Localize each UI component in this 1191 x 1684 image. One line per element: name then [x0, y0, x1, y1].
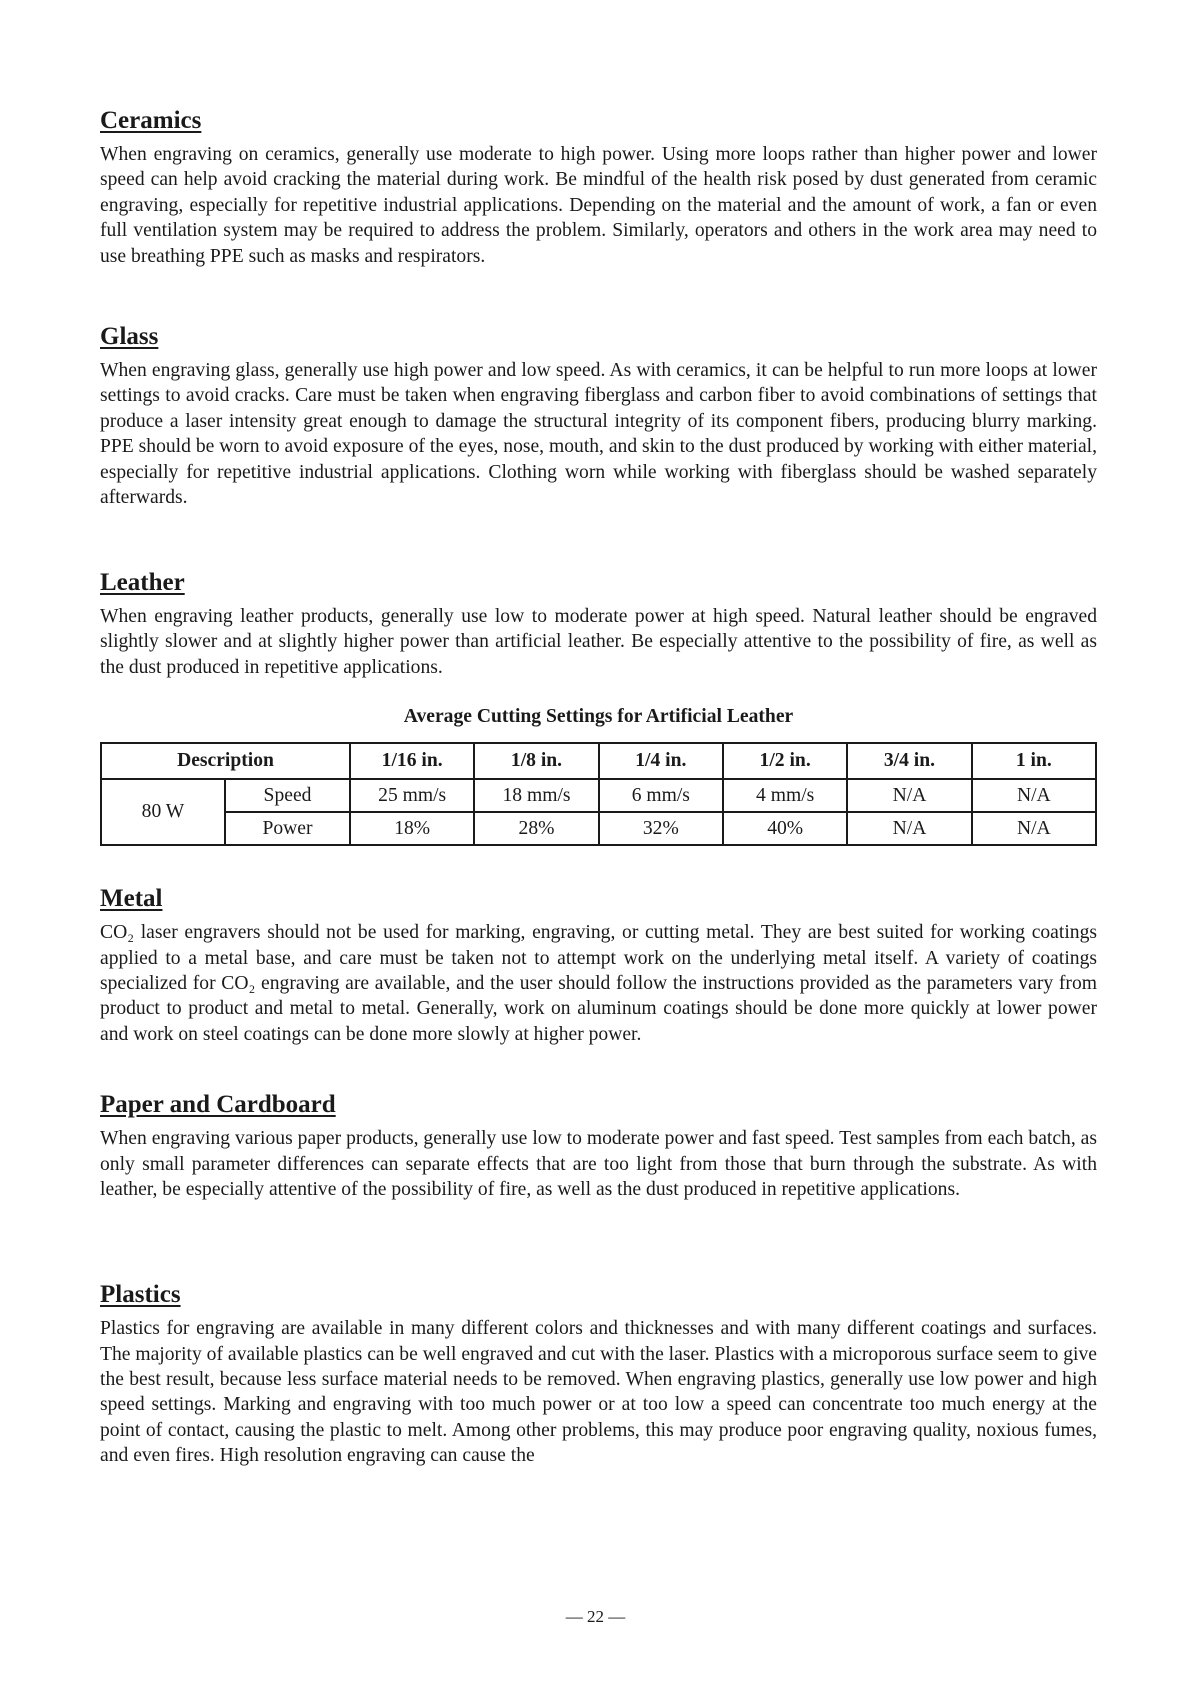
paragraph-plastics: Plastics for engraving are available in many different colors and thicknesses and with many different coatings and surfaces. The majority of available plastics can be well engraved and cut with the laser. Plastics with a microporous surface seem to give the best result, because less surface material needs to be removed. When engraving plastics, generally use low power and high speed settings. Marking and engraving with too much power or at too low a speed can concentrate too much energy at the point of contact, causing the plastic to melt. Among other problems, this may produce poor engraving quality, noxious fumes, and even fires. High resolution engraving can cause the — [100, 1318, 1097, 1467]
header-description: Description — [101, 743, 350, 779]
header-thickness: 3/4 in. — [847, 743, 971, 779]
row-label-speed: Speed — [225, 779, 350, 812]
table-cell: 18 mm/s — [474, 779, 598, 812]
section-ceramics — [100, 106, 1097, 322]
paragraph-leather: When engraving leather products, generally use low to moderate power at high speed. Natural leather should be engraved slightly slower and at slightly higher power than artificial leather. Be especially attentive to the possibility of fire, as well as the dust produced in repetitive applications. — [100, 606, 1097, 678]
header-thickness: 1/8 in. — [474, 743, 598, 779]
page-number: — 22 — — [565, 1607, 626, 1626]
header-thickness: 1 in. — [972, 743, 1096, 779]
row-label-power: Power — [225, 812, 350, 845]
group-label-power-rating: 80 W — [101, 779, 225, 845]
header-thickness: 1/16 in. — [350, 743, 474, 779]
cutting-settings-table — [100, 742, 1097, 846]
section-leather — [100, 568, 1097, 846]
table-cell: 32% — [599, 812, 723, 845]
table-row-power — [101, 812, 1096, 845]
paragraph-ceramics: When engraving on ceramics, generally use moderate to high power. Using more loops rather than higher power and lower speed can help avoid cracking the material during work. Be mindful of the health risk posed by dust generated from ceramic engraving, especially for repetitive industrial applications. Depending on the material and the amount of work, a fan or even full ventilation system may be required to address the problem. Similarly, operators and others in the work area may need to use breathing PPE such as masks and respirators. — [100, 144, 1097, 267]
heading-ceramics: Ceramics — [100, 107, 202, 134]
table-cell: N/A — [847, 812, 971, 845]
document-page — [100, 106, 1097, 1469]
table-cell: N/A — [972, 812, 1096, 845]
table-title: Average Cutting Settings for Artificial Leather — [403, 706, 794, 728]
table-cell: 18% — [350, 812, 474, 845]
table-cell: 25 mm/s — [350, 779, 474, 812]
heading-metal: Metal — [100, 885, 163, 913]
paragraph-metal: CO₂ laser engravers should not be used for marking, engraving, or cutting metal. They are best suited for working coatings applied to a metal base, and care must be taken not to attempt work on the underlying metal itself. A variety of coatings specialized for CO₂ engraving are available, and the user should follow the instructions provided as the parameters vary from product to product and metal to metal. Generally, work on aluminum coatings should be done more quickly at lower power and work on steel coatings can be done more slowly at higher power. — [100, 922, 1097, 1045]
heading-paper-cardboard: Paper and Cardboard — [100, 1091, 336, 1119]
table-cell: N/A — [972, 779, 1096, 812]
table-cell: N/A — [847, 779, 971, 812]
section-plastics — [100, 1280, 1097, 1468]
table-cell: 40% — [723, 812, 847, 845]
section-metal — [100, 884, 1097, 1090]
section-glass — [100, 322, 1097, 568]
header-thickness: 1/2 in. — [723, 743, 847, 779]
table-cell: 4 mm/s — [723, 779, 847, 812]
heading-leather: Leather — [100, 569, 185, 596]
table-cell: 6 mm/s — [599, 779, 723, 812]
table-row-speed — [101, 779, 1096, 812]
section-paper-cardboard — [100, 1090, 1097, 1280]
paragraph-glass: When engraving glass, generally use high power and low speed. As with ceramics, it can be helpful to run more loops at lower settings to avoid cracks. Care must be taken when engraving fiberglass and carbon fiber to avoid combinations of settings that produce a laser intensity great enough to damage the structural integrity of its component fibers, producing blurry marking. PPE should be worn to avoid exposure of the eyes, nose, mouth, and skin to the dust produced by working with either material, especially for repetitive industrial applications. Clothing worn while working with fiberglass should be washed separately afterwards. — [100, 360, 1097, 509]
table-header-row — [101, 743, 1096, 779]
table-cell: 28% — [474, 812, 598, 845]
paragraph-paper-cardboard: When engraving various paper products, generally use low to moderate power and fast speed. Test samples from each batch, as only small parameter differences can separate effects that are too light from those that burn through the substrate. As with leather, be especially attentive of the possibility of fire, as well as the dust produced in repetitive applications. — [100, 1128, 1097, 1201]
header-thickness: 1/4 in. — [599, 743, 723, 779]
heading-plastics: Plastics — [100, 1281, 181, 1309]
heading-glass: Glass — [100, 323, 159, 350]
